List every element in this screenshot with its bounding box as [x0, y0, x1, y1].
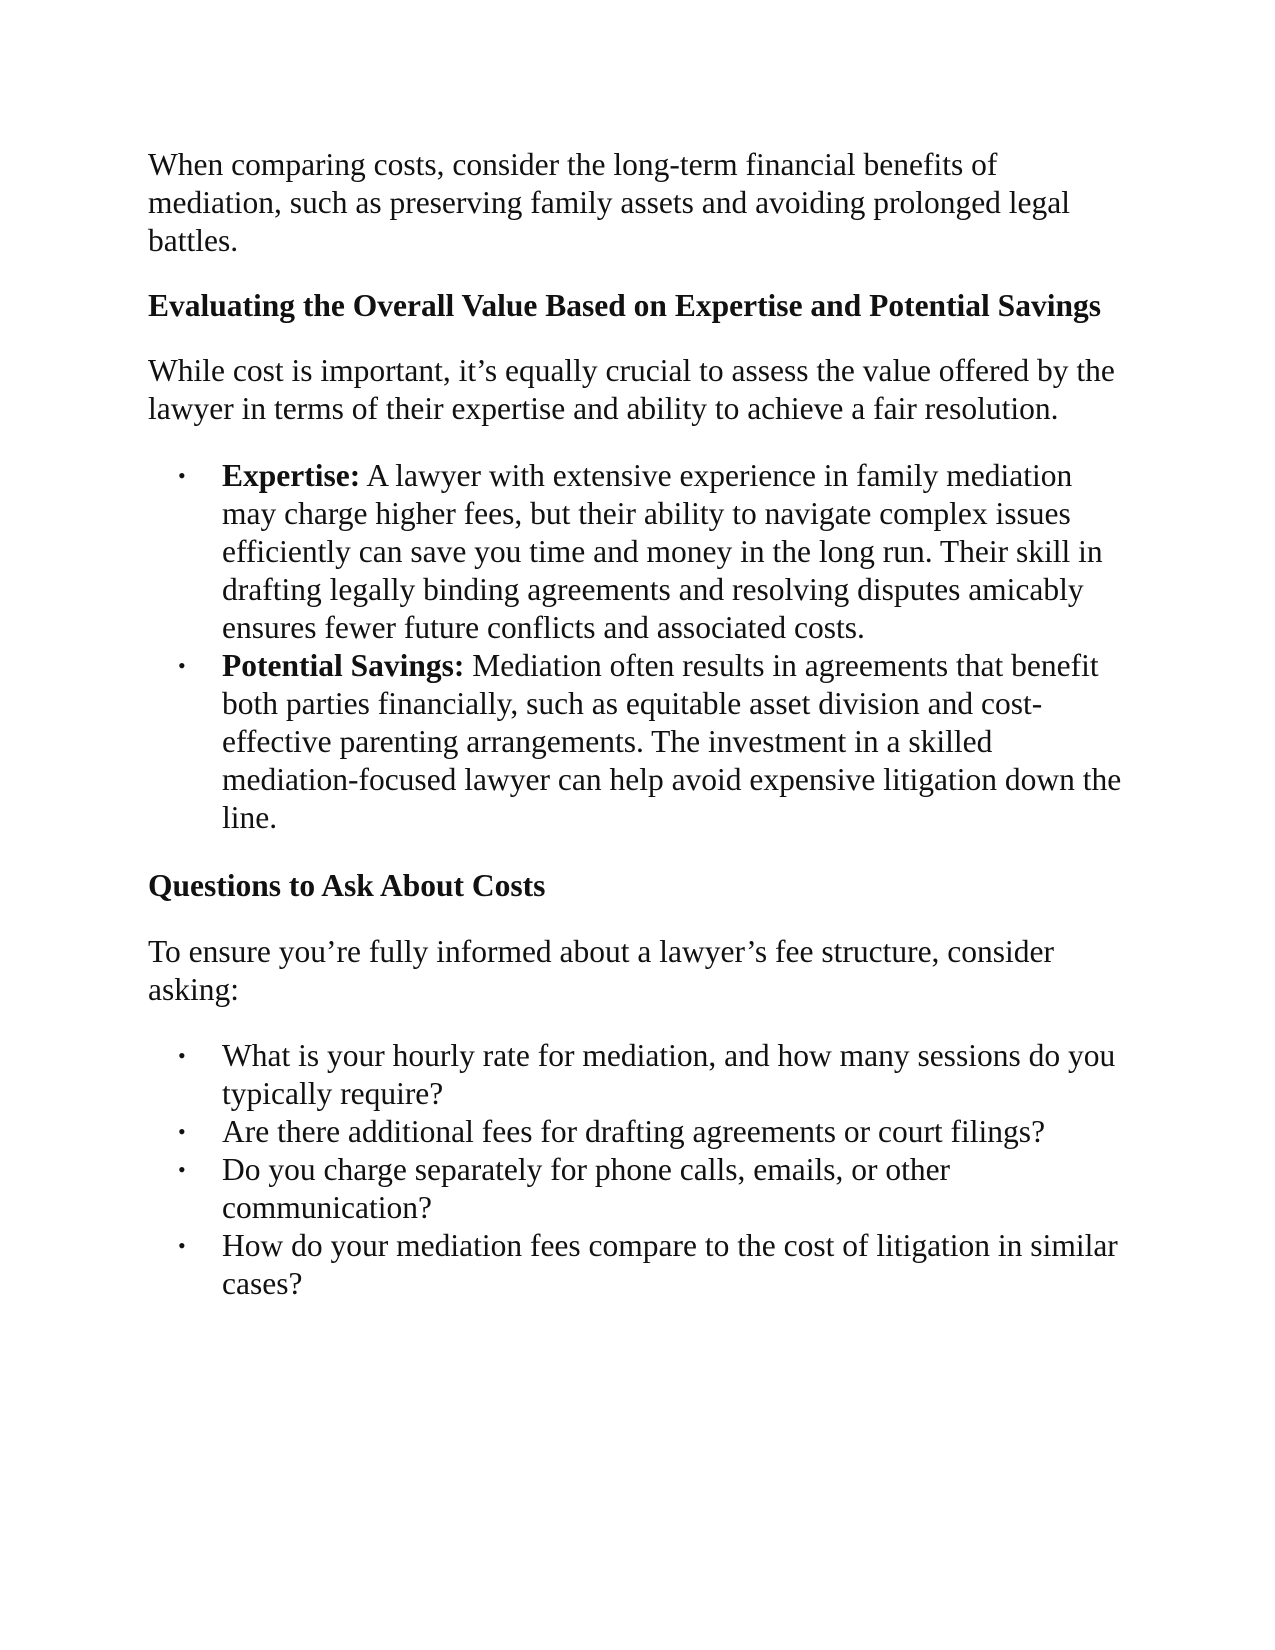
term-expertise: Expertise: — [222, 458, 361, 493]
list-item: • What is your hourly rate for mediation, and how many sessions do you typically require? — [148, 1037, 1128, 1113]
document-page — [148, 146, 1128, 1303]
section-heading-questions: Questions to Ask About Costs — [148, 868, 546, 903]
value-list — [148, 457, 1128, 837]
list-item-expertise — [148, 457, 1128, 647]
term-savings: Potential Savings: — [222, 648, 465, 683]
item-text-savings: Mediation often results in agreements that benefit both parties financially, such as equitable asset division and cost-effective parenting arrangements. The investment in a skilled mediation-focused lawyer can help avoid expensive litigation down the line. — [222, 648, 1122, 835]
intro-paragraph: When comparing costs, consider the long-term financial benefits of mediation, such as preserving family assets and avoiding prolonged legal battles. — [148, 147, 1071, 258]
list-item: • Are there additional fees for drafting agreements or court filings? — [148, 1113, 1128, 1151]
list-item-savings — [148, 647, 1128, 837]
list-item: • How do your mediation fees compare to the cost of litigation in similar cases? — [148, 1227, 1128, 1303]
value-paragraph: While cost is important, it’s equally crucial to assess the value offered by the lawyer in terms of their expertise and ability to achieve a fair resolution. — [148, 353, 1115, 426]
questions-paragraph: To ensure you’re fully informed about a lawyer’s fee structure, consider asking: — [148, 934, 1055, 1007]
questions-list — [148, 1037, 1128, 1303]
section-heading-value: Evaluating the Overall Value Based on Expertise and Potential Savings — [148, 288, 1101, 323]
item-text-expertise: A lawyer with extensive experience in family mediation may charge higher fees, but their ability to navigate complex issues efficiently can save you time and money in the long run. Their skill in drafting legally binding agreements and resolving disputes amicably ensures fewer future conflicts and associated costs. — [222, 458, 1103, 645]
list-item: • Do you charge separately for phone calls, emails, or other communication? — [148, 1151, 1128, 1227]
